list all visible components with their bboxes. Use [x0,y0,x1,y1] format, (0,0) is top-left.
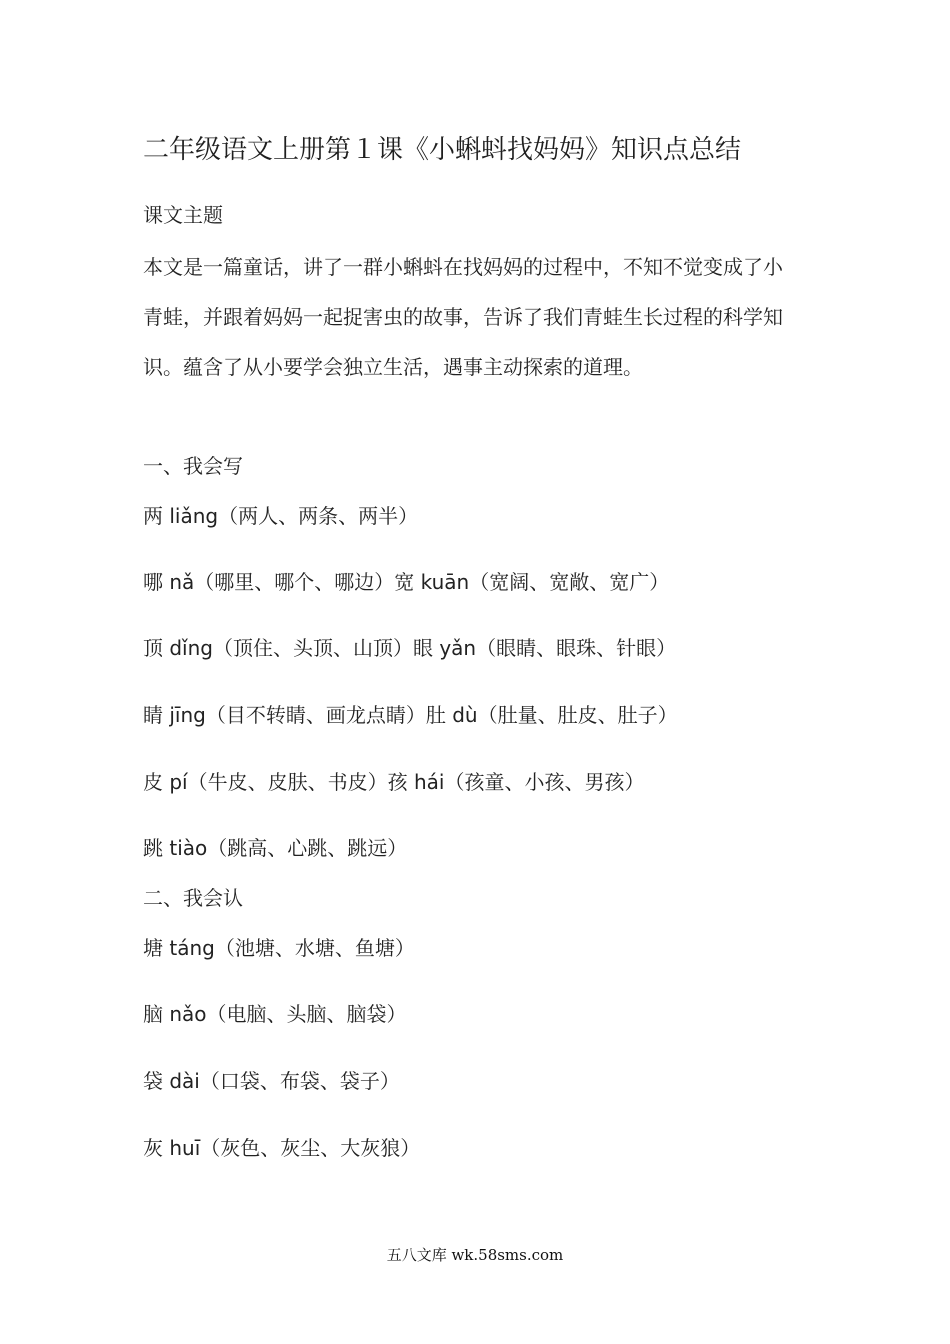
theme-text-line: 青蛙，并跟着妈妈一起捉害虫的故事，告诉了我们青蛙生长过程的科学知 [143,305,783,329]
vocab-item: 袋 dài（口袋、布袋、袋子） [143,1069,400,1093]
vocab-item: 睛 jīng（目不转睛、画龙点睛）肚 dù（肚量、肚皮、肚子） [143,703,678,727]
theme-text-line: 识。蕴含了从小要学会独立生活，遇事主动探索的道理。 [143,355,643,379]
footer-watermark: 五八文库 wk.58sms.com [386,1246,564,1264]
vocab-item: 跳 tiào（跳高、心跳、跳远） [143,836,408,860]
theme-text-line: 本文是一篇童话，讲了一群小蝌蚪在找妈妈的过程中，不知不觉变成了小 [143,255,783,279]
vocab-item: 塘 táng（池塘、水塘、鱼塘） [143,936,415,960]
vocab-item: 顶 dǐng（顶住、头顶、山顶）眼 yǎn（眼睛、眼珠、针眼） [143,636,677,660]
section-heading-recognize: 二、我会认 [143,886,243,910]
vocab-item: 脑 nǎo（电脑、头脑、脑袋） [143,1002,407,1026]
theme-heading: 课文主题 [143,203,223,227]
section-heading-write: 一、我会写 [143,454,243,478]
document-title: 二年级语文上册第１课《小蝌蚪找妈妈》知识点总结 [143,135,742,165]
vocab-item: 两 liǎng（两人、两条、两半） [143,504,419,528]
vocab-item: 皮 pí（牛皮、皮肤、书皮）孩 hái（孩童、小孩、男孩） [143,770,645,794]
vocab-item: 灰 huī（灰色、灰尘、大灰狼） [143,1136,421,1160]
vocab-item: 哪 nǎ（哪里、哪个、哪边）宽 kuān（宽阔、宽敞、宽广） [143,570,670,594]
